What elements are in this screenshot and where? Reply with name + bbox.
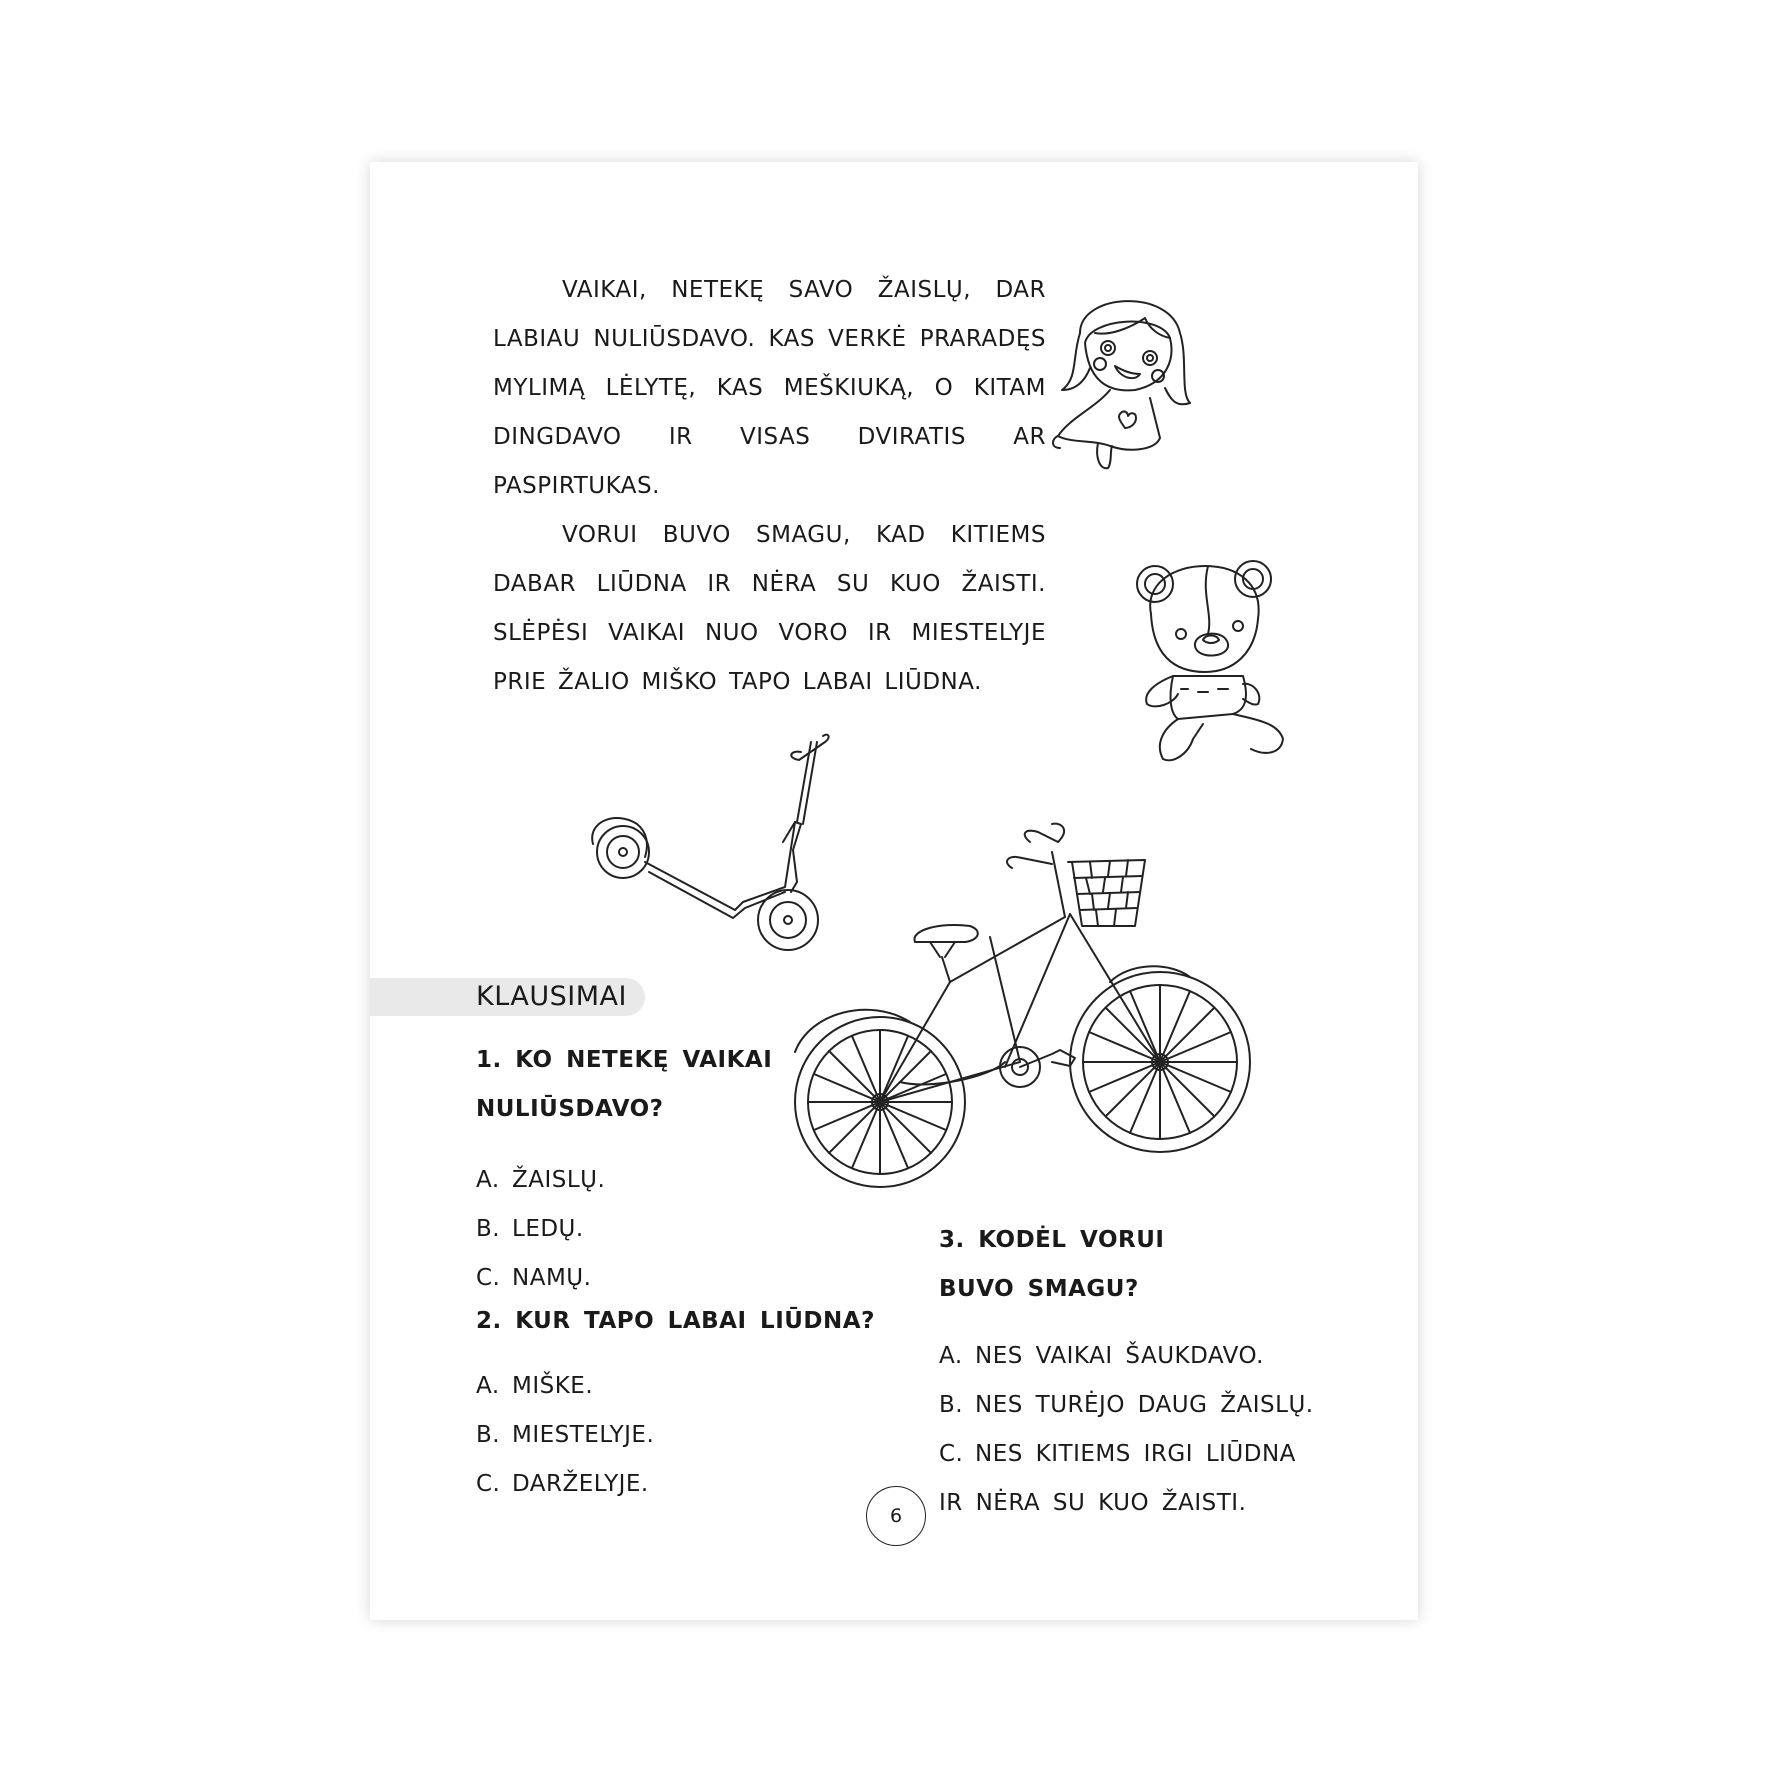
- questions-heading: KLAUSIMAI: [476, 981, 627, 1012]
- option-item: [939, 1332, 1319, 1381]
- option-text: NES VAIKAI ŠAUKDAVO.: [975, 1343, 1264, 1369]
- option-item: [476, 1156, 605, 1205]
- story-paragraph: VORUI BUVO SMAGU, KAD KITIEMS DABAR LIŪDNA IR NĖRA SU KUO ŽAISTI. SLĖPĖSI VAIKAI NUO VORO IR MIESTELYJE PRIE ŽALIO MIŠKO TAPO LABAI LIŪDNA.: [493, 522, 1046, 695]
- teddy-bear-illustration: [1133, 554, 1303, 784]
- workbook-page: [370, 162, 1418, 1620]
- option-letter: C.: [476, 1471, 501, 1497]
- story-text: [493, 266, 1046, 707]
- story-paragraph: VAIKAI, NETEKĘ SAVO ŽAISLŲ, DAR LABIAU NULIŪSDAVO. KAS VERKĖ PRARADĘS MYLIMĄ LĖLYTĘ, KAS MEŠKIUKĄ, O KITAM DINGDAVO IR VISAS DVIRATIS AR PASPIRTUKAS.: [493, 277, 1046, 499]
- option-item: [476, 1411, 654, 1460]
- option-item: [476, 1205, 605, 1254]
- option-item: [476, 1362, 654, 1411]
- option-item: [939, 1430, 1309, 1528]
- question-3: 3. KODĖL VORUI BUVO SMAGU?: [939, 1227, 1165, 1302]
- question-3-options: [939, 1332, 1319, 1528]
- option-text: NES TURĖJO DAUG ŽAISLŲ.: [975, 1392, 1314, 1418]
- option-letter: B.: [476, 1216, 501, 1242]
- option-item: [476, 1254, 605, 1303]
- option-text: NES KITIEMS IRGI LIŪDNA IR NĖRA SU KUO ŽAISTI.: [939, 1441, 1296, 1516]
- option-letter: C.: [939, 1441, 964, 1467]
- question-2: 2. KUR TAPO LABAI LIŪDNA?: [476, 1308, 875, 1334]
- option-text: NAMŲ.: [512, 1265, 592, 1291]
- option-letter: B.: [939, 1392, 964, 1418]
- question-1: 1. KO NETEKĘ VAIKAI NULIŪSDAVO?: [476, 1047, 773, 1122]
- option-item: [939, 1381, 1319, 1430]
- option-text: MIŠKE.: [512, 1373, 594, 1399]
- option-item: [476, 1460, 654, 1509]
- bicycle-illustration: [790, 822, 1250, 1192]
- option-text: DARŽELYJE.: [512, 1471, 649, 1497]
- option-letter: A.: [939, 1343, 963, 1369]
- option-text: MIESTELYJE.: [512, 1422, 655, 1448]
- page-number: 6: [866, 1486, 926, 1546]
- doll-illustration: [1050, 278, 1210, 478]
- option-letter: A.: [476, 1373, 500, 1399]
- option-text: ŽAISLŲ.: [512, 1167, 606, 1193]
- option-letter: A.: [476, 1167, 500, 1193]
- option-text: LEDŲ.: [512, 1216, 584, 1242]
- option-letter: B.: [476, 1422, 501, 1448]
- option-letter: C.: [476, 1265, 501, 1291]
- question-2-options: [476, 1362, 654, 1509]
- question-1-options: [476, 1156, 605, 1303]
